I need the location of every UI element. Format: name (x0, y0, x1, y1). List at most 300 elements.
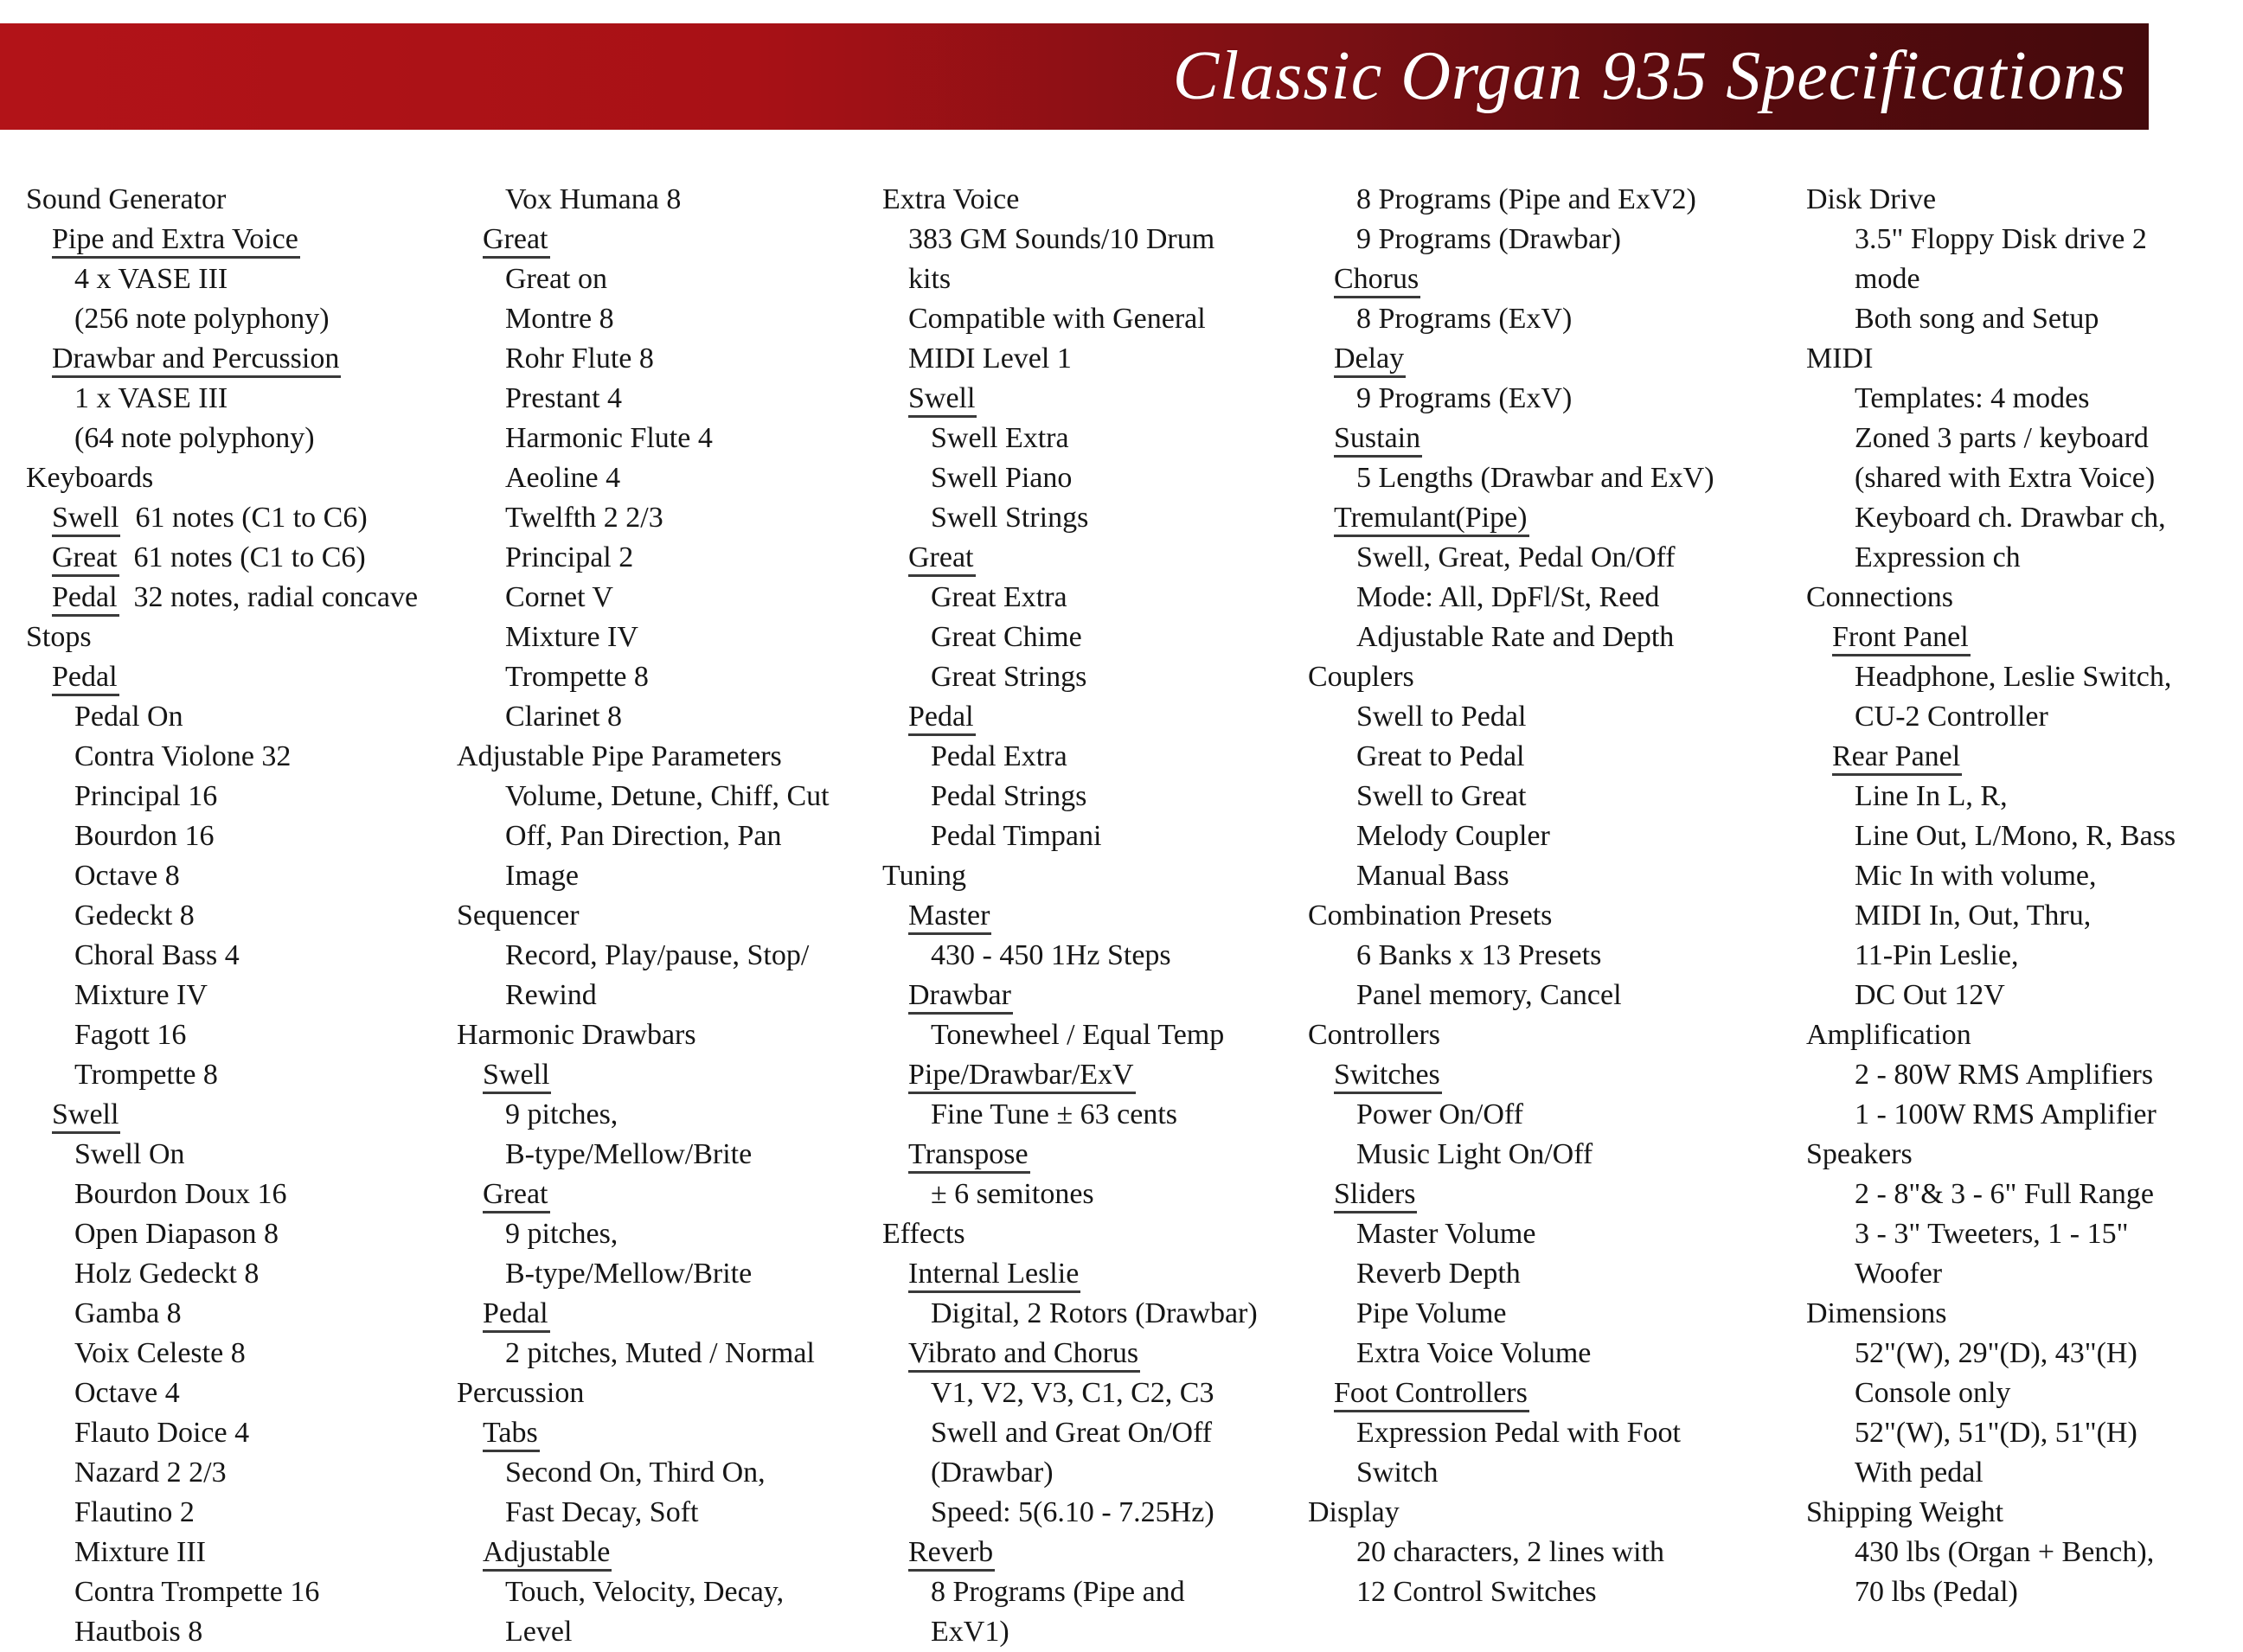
spec-text: 52"(W), 29"(D), 43"(H) (1855, 1337, 2137, 1369)
section-heading: Tremulant(Pipe) (1334, 502, 1529, 537)
spec-text: Cornet V (505, 581, 613, 613)
spec-line (26, 1334, 418, 1373)
spec-text: Pedal Extra (931, 740, 1067, 772)
spec-text: Swell to Pedal (1356, 701, 1527, 733)
spec-line (1806, 299, 2176, 339)
spec-line (457, 737, 830, 777)
spec-line (882, 976, 1258, 1015)
spec-line (1806, 1175, 2176, 1214)
spec-line (882, 1055, 1258, 1095)
spec-line (882, 896, 1258, 936)
spec-text: 1 x VASE III (74, 382, 228, 414)
spec-text: Second On, Third On, (505, 1457, 766, 1489)
spec-line (1806, 1254, 2176, 1294)
spec-text: 2 - 80W RMS Amplifiers (1855, 1059, 2154, 1091)
spec-text: Sound Generator (26, 183, 227, 215)
spec-text: MIDI (1806, 343, 1874, 375)
spec-text: Sequencer (457, 900, 580, 932)
spec-text: Mixture III (74, 1536, 207, 1568)
spec-text: B-type/Mellow/Brite (505, 1138, 753, 1170)
spec-line (1308, 896, 1714, 936)
spec-line (26, 856, 418, 896)
spec-line (882, 697, 1258, 737)
spec-text: 61 notes (C1 to C6) (135, 502, 368, 534)
spec-line (457, 458, 830, 498)
spec-text: Aeoline 4 (505, 462, 621, 494)
spec-line (1806, 1294, 2176, 1334)
spec-text: 430 lbs (Organ + Bench), (1855, 1536, 2155, 1568)
spec-text: Amplification (1806, 1019, 1971, 1051)
spec-text: Great Strings (931, 661, 1087, 693)
spec-line (457, 498, 830, 538)
spec-text: Adjustable Pipe Parameters (457, 740, 782, 772)
spec-line (26, 936, 418, 976)
spec-line (26, 1254, 418, 1294)
section-heading: Pedal (908, 701, 976, 736)
spec-text: MIDI Level 1 (908, 343, 1072, 375)
spec-line (457, 1413, 830, 1453)
section-heading: Master (908, 900, 991, 935)
spec-line (457, 1533, 830, 1572)
spec-text: Panel memory, Cancel (1356, 979, 1622, 1011)
spec-line (1308, 657, 1714, 697)
spec-text: Display (1308, 1496, 1400, 1528)
spec-line (882, 180, 1258, 220)
spec-line (457, 1294, 830, 1334)
spec-text: Adjustable Rate and Depth (1356, 621, 1675, 653)
spec-line (882, 1334, 1258, 1373)
spec-text: Gamba 8 (74, 1297, 182, 1329)
header-bar (0, 23, 2149, 130)
spec-line (26, 618, 418, 657)
spec-line (26, 697, 418, 737)
spec-line (882, 1612, 1258, 1652)
section-heading: Great (483, 1178, 550, 1213)
section-heading: Pedal (52, 661, 119, 696)
spec-line (882, 379, 1258, 419)
spec-text: Swell Piano (931, 462, 1073, 494)
spec-text: Extra Voice (882, 183, 1020, 215)
spec-text: 2 - 8"& 3 - 6" Full Range (1855, 1178, 2155, 1210)
spec-line (882, 498, 1258, 538)
spec-line (1308, 777, 1714, 816)
spec-line (1308, 1015, 1714, 1055)
spec-line (1308, 1493, 1714, 1533)
section-heading: Pedal (483, 1297, 550, 1333)
section-heading: Switches (1334, 1059, 1442, 1094)
spec-text: 6 Banks x 13 Presets (1356, 939, 1602, 971)
spec-line (882, 856, 1258, 896)
section-heading: Tabs (483, 1417, 540, 1452)
spec-text: Contra Violone 32 (74, 740, 292, 772)
spec-text: ExV1) (931, 1616, 1009, 1648)
spec-line (1308, 1373, 1714, 1413)
spec-line (457, 896, 830, 936)
spec-text: Manual Bass (1356, 860, 1509, 892)
spec-line (882, 419, 1258, 458)
spec-text: Pedal On (74, 701, 183, 733)
spec-line (1806, 737, 2176, 777)
spec-line (882, 1493, 1258, 1533)
spec-line (1806, 458, 2176, 498)
spec-line (1308, 379, 1714, 419)
spec-text: Great on (505, 263, 608, 295)
spec-text: Swell On (74, 1138, 185, 1170)
spec-line (457, 1175, 830, 1214)
spec-line (1308, 1413, 1714, 1453)
spec-line (26, 538, 418, 578)
spec-text: Great to Pedal (1356, 740, 1525, 772)
spec-line (26, 816, 418, 856)
spec-text: Principal 2 (505, 541, 634, 573)
spec-line (457, 1334, 830, 1373)
spec-line (1308, 1214, 1714, 1254)
spec-line (1308, 498, 1714, 538)
spec-text: Twelfth 2 2/3 (505, 502, 663, 534)
spec-line (1806, 1135, 2176, 1175)
spec-line (26, 1135, 418, 1175)
section-heading: Sliders (1334, 1178, 1417, 1213)
spec-line (1308, 1572, 1714, 1612)
spec-line (1308, 259, 1714, 299)
spec-text: Gedeckt 8 (74, 900, 195, 932)
spec-text: Switch (1356, 1457, 1439, 1489)
spec-text: Shipping Weight (1806, 1496, 2004, 1528)
section-heading: Adjustable (483, 1536, 612, 1572)
spec-line (26, 578, 418, 618)
spec-line (882, 538, 1258, 578)
spec-text: Melody Coupler (1356, 820, 1550, 852)
spec-line (1806, 220, 2176, 259)
spec-line (1308, 299, 1714, 339)
section-heading: Great (52, 541, 119, 577)
spec-text: 8 Programs (ExV) (1356, 303, 1573, 335)
spec-line (457, 1015, 830, 1055)
spec-text: Headphone, Leslie Switch, (1855, 661, 2172, 693)
spec-line (26, 1572, 418, 1612)
spec-text: 20 characters, 2 lines with (1356, 1536, 1664, 1568)
spec-line (26, 458, 418, 498)
spec-text: Swell and Great On/Off (931, 1417, 1213, 1449)
spec-line (1308, 419, 1714, 458)
spec-line (457, 697, 830, 737)
spec-text: Keyboards (26, 462, 154, 494)
spec-text: Flauto Doice 4 (74, 1417, 250, 1449)
spec-line (882, 578, 1258, 618)
spec-line (882, 339, 1258, 379)
spec-line (457, 976, 830, 1015)
spec-line (1308, 339, 1714, 379)
spec-text: Harmonic Drawbars (457, 1019, 696, 1051)
spec-line (26, 777, 418, 816)
spec-line (1806, 498, 2176, 538)
spec-line (457, 1493, 830, 1533)
spec-line (457, 1254, 830, 1294)
spec-text: Both song and Setup (1855, 303, 2099, 335)
spec-line (1308, 697, 1714, 737)
spec-text: Power On/Off (1356, 1098, 1523, 1130)
spec-line (1806, 697, 2176, 737)
spec-line (1308, 816, 1714, 856)
spec-line (26, 1055, 418, 1095)
spec-text: 61 notes (C1 to C6) (133, 541, 366, 573)
page-title: Classic Organ 935 Specifications (1172, 38, 2126, 114)
spec-text: Percussion (457, 1377, 585, 1409)
spec-text: With pedal (1855, 1457, 1983, 1489)
spec-line (882, 1453, 1258, 1493)
spec-line (882, 458, 1258, 498)
spec-line (26, 1413, 418, 1453)
spec-text: DC Out 12V (1855, 979, 2005, 1011)
spec-text: 383 GM Sounds/10 Drum (908, 223, 1215, 255)
spec-text: mode (1855, 263, 1920, 295)
spec-text: Montre 8 (505, 303, 614, 335)
spec-text: Mixture IV (74, 979, 208, 1011)
spec-line (457, 1453, 830, 1493)
section-heading: Swell (483, 1059, 551, 1094)
section-heading: Foot Controllers (1334, 1377, 1529, 1412)
spec-line (26, 1294, 418, 1334)
spec-line (882, 1294, 1258, 1334)
spec-text: Trompette 8 (74, 1059, 218, 1091)
spec-text: Speed: 5(6.10 - 7.25Hz) (931, 1496, 1214, 1528)
spec-column-5 (1806, 180, 2176, 1612)
spec-line (457, 777, 830, 816)
spec-text: 5 Lengths (Drawbar and ExV) (1356, 462, 1714, 494)
section-heading: Chorus (1334, 263, 1420, 298)
spec-text: Line Out, L/Mono, R, Bass (1855, 820, 2176, 852)
spec-text: Combination Presets (1308, 900, 1553, 932)
spec-line (1806, 180, 2176, 220)
spec-text: Dimensions (1806, 1297, 1947, 1329)
spec-text: MIDI In, Out, Thru, (1855, 900, 2092, 932)
spec-text: Octave 4 (74, 1377, 180, 1409)
spec-text: Music Light On/Off (1356, 1138, 1593, 1170)
spec-line (26, 1533, 418, 1572)
spec-line (1806, 538, 2176, 578)
spec-line (26, 657, 418, 697)
spec-text: Rewind (505, 979, 597, 1011)
spec-line (882, 816, 1258, 856)
spec-line (1308, 458, 1714, 498)
spec-line (1806, 339, 2176, 379)
section-heading: Drawbar and Percussion (52, 343, 341, 378)
spec-text: Volume, Detune, Chiff, Cut (505, 780, 830, 812)
spec-text: 11-Pin Leslie, (1855, 939, 2019, 971)
spec-line (457, 538, 830, 578)
spec-column-1 (26, 180, 418, 1652)
spec-text: 52"(W), 51"(D), 51"(H) (1855, 1417, 2137, 1449)
spec-line (457, 299, 830, 339)
spec-line (1806, 1413, 2176, 1453)
spec-line (1806, 618, 2176, 657)
spec-line (1806, 1572, 2176, 1612)
spec-text: 430 - 450 1Hz Steps (931, 939, 1171, 971)
spec-line (457, 180, 830, 220)
spec-line (26, 976, 418, 1015)
section-heading: Internal Leslie (908, 1258, 1080, 1293)
spec-line (26, 419, 418, 458)
spec-line (457, 618, 830, 657)
spec-line (457, 578, 830, 618)
spec-text: (256 note polyphony) (74, 303, 330, 335)
spec-line (882, 657, 1258, 697)
spec-line (882, 1175, 1258, 1214)
spec-line (1806, 1214, 2176, 1254)
spec-line (26, 1015, 418, 1055)
spec-line (1308, 936, 1714, 976)
section-heading: Transpose (908, 1138, 1030, 1174)
spec-line (1308, 1095, 1714, 1135)
spec-line (1308, 737, 1714, 777)
spec-line (457, 856, 830, 896)
spec-line (457, 1612, 830, 1652)
spec-text: Prestant 4 (505, 382, 623, 414)
spec-text: Fagott 16 (74, 1019, 187, 1051)
spec-text: Swell to Great (1356, 780, 1527, 812)
spec-line (882, 1572, 1258, 1612)
spec-text: Mixture IV (505, 621, 638, 653)
spec-line (1308, 1453, 1714, 1493)
spec-line (882, 618, 1258, 657)
spec-line (457, 1095, 830, 1135)
spec-text: Extra Voice Volume (1356, 1337, 1592, 1369)
spec-line (457, 419, 830, 458)
spec-text: Woofer (1855, 1258, 1943, 1290)
spec-text: Reverb Depth (1356, 1258, 1521, 1290)
spec-text: Console only (1855, 1377, 2011, 1409)
section-heading: Great (483, 223, 550, 259)
spec-line (882, 777, 1258, 816)
spec-text: Holz Gedeckt 8 (74, 1258, 260, 1290)
spec-text: Mic In with volume, (1855, 860, 2097, 892)
spec-text: 4 x VASE III (74, 263, 228, 295)
spec-text: Record, Play/pause, Stop/ (505, 939, 810, 971)
spec-text: Contra Trompette 16 (74, 1576, 320, 1608)
spec-text: Controllers (1308, 1019, 1440, 1051)
spec-line (457, 816, 830, 856)
spec-text: Pedal Strings (931, 780, 1087, 812)
spec-line (1308, 1254, 1714, 1294)
spec-text: 8 Programs (Pipe and ExV2) (1356, 183, 1696, 215)
spec-line (1308, 1533, 1714, 1572)
spec-line (1806, 976, 2176, 1015)
spec-text: Zoned 3 parts / keyboard (1855, 422, 2149, 454)
spec-line (1308, 1135, 1714, 1175)
spec-line (457, 1572, 830, 1612)
spec-line (882, 737, 1258, 777)
spec-text: Speakers (1806, 1138, 1913, 1170)
spec-line (457, 936, 830, 976)
spec-line (26, 1095, 418, 1135)
spec-text: 2 pitches, Muted / Normal (505, 1337, 815, 1369)
spec-line (1806, 1334, 2176, 1373)
spec-line (882, 1373, 1258, 1413)
spec-text: 9 Programs (ExV) (1356, 382, 1573, 414)
spec-text: Great Extra (931, 581, 1067, 613)
spec-line (1806, 896, 2176, 936)
section-heading: Pipe and Extra Voice (52, 223, 300, 259)
spec-line (26, 1493, 418, 1533)
spec-line (1308, 220, 1714, 259)
spec-line (1308, 976, 1714, 1015)
spec-text: Voix Celeste 8 (74, 1337, 246, 1369)
spec-text: (shared with Extra Voice) (1855, 462, 2156, 494)
spec-line (882, 1254, 1258, 1294)
spec-text: Disk Drive (1806, 183, 1937, 215)
spec-line (26, 1453, 418, 1493)
spec-text: Stops (26, 621, 92, 653)
spec-line (26, 1373, 418, 1413)
section-heading: Swell (52, 502, 120, 537)
spec-line (1806, 1015, 2176, 1055)
spec-text: 3 - 3" Tweeters, 1 - 15" (1855, 1218, 2129, 1250)
spec-line (1806, 1095, 2176, 1135)
spec-text: Principal 16 (74, 780, 218, 812)
section-heading: Great (908, 541, 976, 577)
spec-text: Connections (1806, 581, 1953, 613)
spec-text: Line In L, R, (1855, 780, 2008, 812)
spec-text: Off, Pan Direction, Pan (505, 820, 782, 852)
spec-text: Flautino 2 (74, 1496, 195, 1528)
section-heading: Reverb (908, 1536, 995, 1572)
spec-line (1308, 538, 1714, 578)
spec-line (1806, 816, 2176, 856)
section-heading: Delay (1334, 343, 1406, 378)
spec-text: 12 Control Switches (1356, 1576, 1597, 1608)
spec-text: Swell, Great, Pedal On/Off (1356, 541, 1676, 573)
spec-text: Pedal Timpani (931, 820, 1102, 852)
spec-line (1806, 578, 2176, 618)
spec-line (1806, 379, 2176, 419)
spec-line (457, 1214, 830, 1254)
spec-line (26, 1214, 418, 1254)
spec-text: Hautbois 8 (74, 1616, 203, 1648)
spec-line (1308, 1175, 1714, 1214)
spec-line (882, 299, 1258, 339)
spec-line (882, 1095, 1258, 1135)
section-heading: Front Panel (1832, 621, 1971, 656)
spec-line (457, 259, 830, 299)
spec-line (457, 657, 830, 697)
spec-text: (64 note polyphony) (74, 422, 315, 454)
spec-text: Fast Decay, Soft (505, 1496, 699, 1528)
spec-line (1806, 1055, 2176, 1095)
spec-line (26, 896, 418, 936)
spec-column-3 (882, 180, 1258, 1652)
spec-line (882, 1015, 1258, 1055)
spec-line (882, 1533, 1258, 1572)
spec-line (1806, 936, 2176, 976)
spec-line (1308, 1334, 1714, 1373)
spec-text: Tuning (882, 860, 967, 892)
spec-text: Master Volume (1356, 1218, 1536, 1250)
spec-text: Clarinet 8 (505, 701, 623, 733)
spec-line (26, 379, 418, 419)
spec-line (1308, 856, 1714, 896)
spec-text: Touch, Velocity, Decay, (505, 1576, 785, 1608)
spec-line (1308, 1294, 1714, 1334)
section-heading: Sustain (1334, 422, 1422, 458)
spec-text: 70 lbs (Pedal) (1855, 1576, 2018, 1608)
spec-line (1308, 618, 1714, 657)
spec-line (1308, 578, 1714, 618)
spec-text: Compatible with General (908, 303, 1206, 335)
spec-line (26, 220, 418, 259)
spec-line (26, 180, 418, 220)
spec-text: Swell Strings (931, 502, 1089, 534)
spec-text: Vox Humana 8 (505, 183, 682, 215)
